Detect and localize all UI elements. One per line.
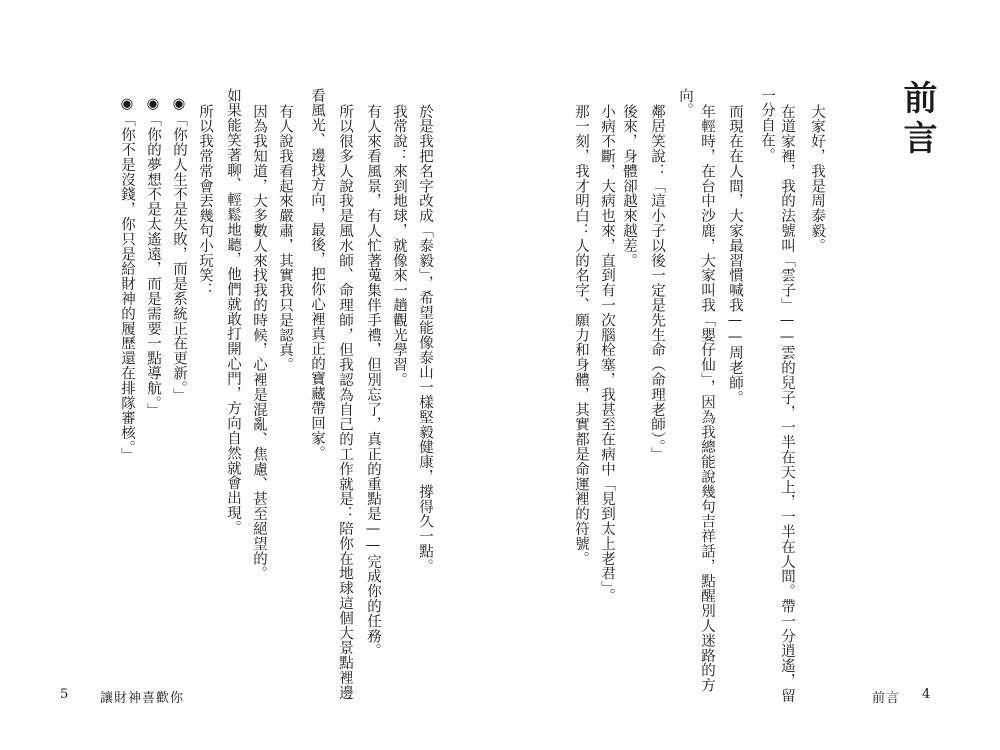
- text-line: 鄰居笑說：「這小子以後一定是先生命（命理老師）。」: [649, 104, 665, 462]
- text-line: 看風光、邊找方向，最後，把你心裡真正的寶藏帶回家。: [309, 88, 325, 461]
- footer-book-title: 讓財神喜歡你: [100, 691, 185, 706]
- title-preface: 前言: [897, 80, 937, 160]
- quote-item: ◉「你的夢想不是太遙遠，而是需要一點導航。」: [145, 96, 161, 419]
- footer-chapter-label: 前言: [872, 691, 901, 706]
- text-line: 那一刻，我才明白：人的名字、願力和身體，其實都是命運裡的符號。: [573, 104, 589, 566]
- text-line: 所以很多人說我是風水師、命理師，但我認為自己的工作就是：陪你在地球這個大景點裡邊: [337, 104, 353, 700]
- text-line: 所以我常常會丟幾句小玩笑：: [197, 104, 213, 298]
- text-line: 有人說我看起來嚴肅，其實我只是認真。: [277, 104, 293, 373]
- text-line: 有人來看風景，有人忙著蒐集伴手禮，但別忘了，真正的重點是——完成你的任務。: [365, 104, 381, 659]
- text-line: 小病不斷，大病也來，直到有一次腦栓塞，我甚至在病中「見到太上老君」。: [599, 104, 615, 604]
- text-line: 我常說：來到地球，就像來一趟觀光學習。: [391, 104, 407, 388]
- text-line: 於是我把名字改成「泰毅」，希望能像泰山一樣堅毅健康，撐得久一點。: [417, 104, 433, 574]
- quote-item: ◉「你的人生不是失敗，而是系統正在更新。」: [171, 96, 187, 404]
- text-line: 後來，身體卻越來越差。: [621, 104, 637, 268]
- footer-page-number: 5: [60, 687, 70, 702]
- text-line: 在道家裡，我的法號叫「雲子」——雲的兒子，一半在天上，一半在人間。帶一分逍遙，留: [779, 104, 795, 703]
- text-line: 而現在在人間，大家最習慣喊我——周老師。: [727, 104, 743, 405]
- text-line: 年輕時，在台中沙鹿，大家叫我「嬰仔仙」，因為我總能說幾句吉祥話，點醒別人迷路的方: [699, 104, 715, 693]
- text-line: 一分自在。: [759, 88, 775, 163]
- text-line: 因為我知道，大多數人來找我的時候，心裡是混亂、焦慮、甚至絕望的。: [251, 104, 267, 581]
- text-line: 向。: [677, 88, 693, 118]
- text-line: 如果能笑著聊、輕鬆地聽，他們就敢打開心門，方向自然就會出現。: [225, 88, 241, 535]
- footer-page-number: 4: [922, 687, 932, 702]
- text-line: 大家好，我是周泰毅。: [809, 104, 825, 253]
- quote-item: ◉「你不是沒錢，你只是給財神的履歷還在排隊審核。」: [119, 96, 135, 463]
